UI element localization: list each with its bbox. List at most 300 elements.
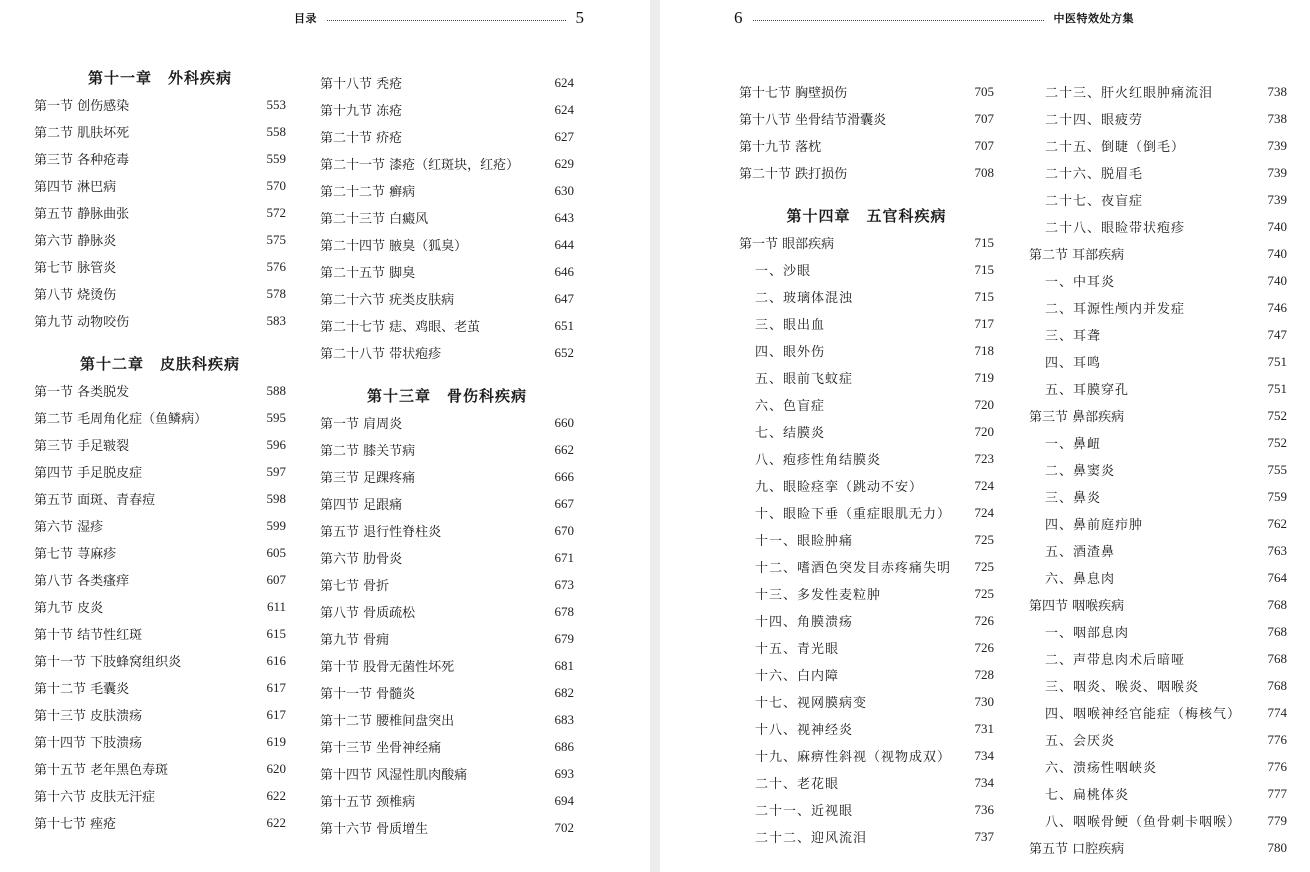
entry-title: 三、咽炎、喉炎、咽喉炎 [1045,680,1200,695]
page-number: 5 [575,8,584,27]
chapter-heading [320,382,574,409]
toc-entry [34,512,286,539]
entry-title: 第七节 脉管炎 [34,261,117,276]
toc-subentry [755,634,994,661]
toc-entry [320,544,574,571]
entry-title: 十、眼睑下垂（重症眼肌无力） [755,507,952,522]
entry-page-number: 736 [974,801,994,817]
toc-entry [320,463,574,490]
entry-page-number: 752 [1267,407,1287,423]
entry-page-number: 671 [554,549,574,565]
entry-title: 十五、青光眼 [755,642,840,657]
entry-page-number: 629 [554,155,574,171]
entry-title: 第八节 骨质疏松 [320,606,416,621]
entry-page-number: 682 [554,684,574,700]
entry-page-number: 670 [554,522,574,538]
entry-page-number: 686 [554,738,574,754]
entry-page-number: 666 [554,468,574,484]
toc-entry [34,280,286,307]
entry-page-number: 715 [974,261,994,277]
entry-title: 六、色盲症 [755,399,826,414]
entry-page-number: 647 [554,290,574,306]
entry-title: 第十五节 老年黑色寿斑 [34,763,169,778]
entry-page-number: 646 [554,263,574,279]
entry-title: 第十六节 皮肤无汗症 [34,790,156,805]
toc-subentry [755,661,994,688]
toc-entry [320,625,574,652]
entry-page-number: 572 [266,204,286,220]
entry-page-number: 620 [266,760,286,776]
toc-entry [34,172,286,199]
toc-entry [1029,834,1287,861]
entry-page-number: 720 [974,423,994,439]
entry-title: 第十二节 毛囊炎 [34,682,130,697]
entry-title: 第十七节 胸壁损伤 [739,86,848,101]
toc-entry [320,123,574,150]
entry-page-number: 596 [266,436,286,452]
entry-page-number: 624 [554,74,574,90]
toc-entry [320,285,574,312]
entry-title: 第七节 骨折 [320,579,390,594]
entry-title: 二、玻璃体混浊 [755,291,854,306]
toc-subentry [755,283,994,310]
toc-subentry [1045,537,1287,564]
toc-entry [320,69,574,96]
entry-title: 第二十二节 癣病 [320,185,416,200]
toc-entry [739,78,994,105]
entry-page-number: 605 [266,544,286,560]
entry-title: 五、耳膜穿孔 [1045,383,1130,398]
entry-title: 四、鼻前庭疖肿 [1045,518,1144,533]
entry-page-number: 776 [1267,758,1287,774]
toc-subentry [1045,645,1287,672]
running-head [294,6,584,30]
toc-entry [320,652,574,679]
entry-title: 第二十五节 脚臭 [320,266,416,281]
toc-subentry [755,769,994,796]
entry-page-number: 730 [974,693,994,709]
entry-title: 十四、角膜溃疡 [755,615,854,630]
entry-page-number: 751 [1267,380,1287,396]
entry-title: 二十三、肝火红眼肿痛流泪 [1045,86,1214,101]
toc-subentry [1045,105,1287,132]
toc-subentry [755,688,994,715]
entry-page-number: 780 [1267,839,1287,855]
entry-title: 第七节 荨麻疹 [34,547,117,562]
running-head-title: 目录 [294,12,317,25]
toc-entry [320,231,574,258]
entry-title: 九、眼睑痉挛（跳动不安） [755,480,924,495]
entry-page-number: 708 [974,164,994,180]
toc-subentry [1045,456,1287,483]
entry-title: 第十八节 坐骨结节滑囊炎 [739,113,887,128]
entry-title: 第八节 各类瘙痒 [34,574,130,589]
entry-page-number: 737 [974,828,994,844]
entry-page-number: 777 [1267,785,1287,801]
entry-page-number: 764 [1267,569,1287,585]
entry-title: 第四节 手足脱皮症 [34,466,143,481]
toc-entry [1029,591,1287,618]
entry-page-number: 717 [974,315,994,331]
entry-page-number: 705 [974,83,994,99]
entry-title: 第二十节 跌打损伤 [739,167,848,182]
entry-title: 第五节 退行性脊柱炎 [320,525,442,540]
entry-page-number: 734 [974,747,994,763]
entry-page-number: 622 [266,787,286,803]
toc-subentry [1045,726,1287,753]
toc-entry [34,404,286,431]
entry-title: 第十节 股骨无菌性坏死 [320,660,455,675]
entry-page-number: 607 [266,571,286,587]
entry-title: 四、眼外伤 [755,345,826,360]
entry-title: 第十一节 骨髓炎 [320,687,416,702]
toc-subentry [755,256,994,283]
entry-title: 十六、白内障 [755,669,840,684]
entry-title: 二十八、眼睑带状疱疹 [1045,221,1186,236]
toc-entry [320,517,574,544]
entry-page-number: 576 [266,258,286,274]
entry-title: 第八节 烧烫伤 [34,288,117,303]
entry-page-number: 768 [1267,623,1287,639]
entry-page-number: 768 [1267,596,1287,612]
entry-title: 第二十六节 疣类皮肤病 [320,293,455,308]
entry-title: 一、咽部息肉 [1045,626,1130,641]
toc-subentry [755,553,994,580]
toc-entry [320,598,574,625]
entry-title: 二、耳源性颅内并发症 [1045,302,1186,317]
entry-page-number: 725 [974,531,994,547]
entry-page-number: 570 [266,177,286,193]
entry-page-number: 762 [1267,515,1287,531]
entry-page-number: 774 [1267,704,1287,720]
toc-subentry [755,472,994,499]
entry-page-number: 725 [974,558,994,574]
toc-entry [34,674,286,701]
toc-subentry [755,310,994,337]
toc-entry [320,571,574,598]
toc-entry [34,485,286,512]
toc-entry [320,436,574,463]
toc-entry [34,782,286,809]
entry-page-number: 768 [1267,650,1287,666]
entry-page-number: 598 [266,490,286,506]
toc-subentry [755,499,994,526]
toc-subentry [1045,699,1287,726]
entry-page-number: 725 [974,585,994,601]
toc-subentry [1045,510,1287,537]
entry-title: 第二节 肌肤坏死 [34,126,130,141]
entry-title: 二、鼻窦炎 [1045,464,1116,479]
toc-subentry [1045,672,1287,699]
entry-page-number: 693 [554,765,574,781]
entry-page-number: 599 [266,517,286,533]
entry-title: 第十二节 腰椎间盘突出 [320,714,455,729]
entry-title: 第四节 足跟痛 [320,498,403,513]
toc-subentry [1045,429,1287,456]
entry-title: 第二节 膝关节病 [320,444,416,459]
entry-page-number: 759 [1267,488,1287,504]
entry-page-number: 720 [974,396,994,412]
toc-entry [320,339,574,366]
toc-entry [320,679,574,706]
entry-page-number: 622 [266,814,286,830]
running-head [734,6,1134,30]
toc-subentry [755,445,994,472]
entry-title: 第二十一节 漆疮（红斑块，红疮） [320,158,520,173]
entry-title: 第三节 鼻部疾病 [1029,410,1125,425]
entry-page-number: 679 [554,630,574,646]
entry-page-number: 660 [554,414,574,430]
entry-title: 第十四节 下肢溃疡 [34,736,143,751]
entry-title: 第三节 足踝疼痛 [320,471,416,486]
entry-page-number: 643 [554,209,574,225]
entry-page-number: 673 [554,576,574,592]
entry-page-number: 739 [1267,164,1287,180]
entry-title: 第五节 面斑、青春痘 [34,493,156,508]
toc-subentry [1045,807,1287,834]
entry-title: 第十九节 落枕 [739,140,822,155]
entry-page-number: 723 [974,450,994,466]
entry-page-number: 728 [974,666,994,682]
entry-page-number: 616 [266,652,286,668]
toc-entry [34,647,286,674]
entry-page-number: 763 [1267,542,1287,558]
entry-title: 第九节 动物咬伤 [34,315,130,330]
toc-entry [320,760,574,787]
toc-entry [34,701,286,728]
entry-title: 第十一章 外科疾病 [87,69,232,87]
toc-subentry [1045,348,1287,375]
toc-subentry [755,796,994,823]
entry-page-number: 617 [266,679,286,695]
entry-page-number: 624 [554,101,574,117]
entry-title: 五、酒渣鼻 [1045,545,1116,560]
toc-entry [34,755,286,782]
toc-subentry [1045,159,1287,186]
toc-entry [34,593,286,620]
toc-entry [34,226,286,253]
entry-page-number: 746 [1267,299,1287,315]
entry-page-number: 630 [554,182,574,198]
entry-title: 第十六节 骨质增生 [320,822,429,837]
entry-page-number: 726 [974,612,994,628]
dot-leader [753,20,1044,21]
entry-title: 第二十三节 白癜风 [320,212,429,227]
entry-page-number: 575 [266,231,286,247]
toc-entry [320,177,574,204]
entry-title: 第一节 创伤感染 [34,99,130,114]
entry-page-number: 694 [554,792,574,808]
entry-title: 六、溃疡性咽峡炎 [1045,761,1158,776]
entry-page-number: 747 [1267,326,1287,342]
entry-title: 三、耳聋 [1045,329,1102,344]
toc-entry [34,728,286,755]
entry-title: 第三节 各种疮毒 [34,153,130,168]
toc-entry [34,458,286,485]
toc-subentry [755,607,994,634]
entry-title: 二十一、近视眼 [755,804,854,819]
entry-page-number: 740 [1267,272,1287,288]
right-page [660,0,1310,872]
toc-subentry [1045,618,1287,645]
entry-page-number: 583 [266,312,286,328]
entry-title: 八、咽喉骨鲠（鱼骨刺卡咽喉） [1045,815,1242,830]
entry-page-number: 731 [974,720,994,736]
toc-entry [320,204,574,231]
toc-subentry [1045,267,1287,294]
toc-entry [1029,402,1287,429]
entry-page-number: 776 [1267,731,1287,747]
entry-title: 十三、多发性麦粒肿 [755,588,882,603]
chapter-heading [34,64,286,91]
entry-page-number: 724 [974,504,994,520]
entry-page-number: 619 [266,733,286,749]
entry-page-number: 559 [266,150,286,166]
toc-subentry [1045,132,1287,159]
toc-entry [1029,240,1287,267]
toc-entry [320,96,574,123]
toc-subentry [1045,294,1287,321]
entry-title: 七、结膜炎 [755,426,826,441]
entry-page-number: 734 [974,774,994,790]
entry-page-number: 651 [554,317,574,333]
entry-page-number: 715 [974,288,994,304]
entry-title: 第二节 毛周角化症（鱼鳞病） [34,412,208,427]
entry-title: 五、眼前飞蚊症 [755,372,854,387]
toc-subentry [755,364,994,391]
toc-subentry [1045,780,1287,807]
entry-page-number: 715 [974,234,994,250]
entry-page-number: 707 [974,110,994,126]
entry-title: 二十二、迎风流泪 [755,831,868,846]
entry-title: 第二十七节 痣、鸡眼、老茧 [320,320,481,335]
entry-title: 第二十八节 带状疱疹 [320,347,442,362]
toc-entry [739,132,994,159]
entry-page-number: 707 [974,137,994,153]
entry-page-number: 718 [974,342,994,358]
entry-title: 第二十四节 腋臭（狐臭） [320,239,468,254]
entry-title: 第六节 湿疹 [34,520,104,535]
left-page [0,0,650,872]
toc-entry [34,566,286,593]
entry-title: 第十三章 骨伤科疾病 [366,387,527,405]
entry-page-number: 739 [1267,191,1287,207]
toc-entry [34,377,286,404]
toc-entry [34,539,286,566]
entry-title: 六、鼻息肉 [1045,572,1116,587]
toc-subentry [1045,753,1287,780]
entry-title: 第十四章 五官科疾病 [786,207,947,225]
entry-title: 第十节 结节性红斑 [34,628,143,643]
entry-title: 十二、嗜酒色突发目赤疼痛失明 [755,561,952,576]
entry-title: 一、鼻衄 [1045,437,1102,452]
entry-title: 第十一节 下肢蜂窝组织炎 [34,655,182,670]
entry-page-number: 558 [266,123,286,139]
entry-title: 四、咽喉神经官能症（梅核气） [1045,707,1242,722]
entry-page-number: 768 [1267,677,1287,693]
toc-entry [320,409,574,436]
entry-page-number: 662 [554,441,574,457]
toc-entry [320,490,574,517]
entry-page-number: 779 [1267,812,1287,828]
entry-title: 第二节 耳部疾病 [1029,248,1125,263]
entry-title: 第四节 淋巴病 [34,180,117,195]
toc-subentry [1045,213,1287,240]
entry-title: 二十四、眼疲劳 [1045,113,1144,128]
entry-title: 第九节 皮炎 [34,601,104,616]
entry-page-number: 740 [1267,218,1287,234]
entry-title: 十八、视神经炎 [755,723,854,738]
toc-entry [34,809,286,836]
toc-entry [320,258,574,285]
toc-subentry [755,337,994,364]
toc-entry [34,431,286,458]
entry-page-number: 719 [974,369,994,385]
entry-page-number: 667 [554,495,574,511]
entry-title: 一、中耳炎 [1045,275,1116,290]
entry-page-number: 578 [266,285,286,301]
entry-title: 二、声带息肉术后暗哑 [1045,653,1186,668]
entry-page-number: 652 [554,344,574,360]
entry-title: 五、会厌炎 [1045,734,1116,749]
entry-page-number: 678 [554,603,574,619]
entry-title: 第一节 各类脱发 [34,385,130,400]
entry-page-number: 617 [266,706,286,722]
entry-title: 十一、眼睑肿痛 [755,534,854,549]
toc-entry [320,733,574,760]
entry-title: 二十六、脱眉毛 [1045,167,1144,182]
toc-subentry [1045,564,1287,591]
toc-entry [34,620,286,647]
entry-title: 第十九节 冻疮 [320,104,403,119]
entry-title: 第十二章 皮肤科疾病 [79,355,240,373]
entry-title: 第十三节 皮肤溃疡 [34,709,143,724]
entry-page-number: 755 [1267,461,1287,477]
entry-title: 二十七、夜盲症 [1045,194,1144,209]
entry-title: 第一节 肩周炎 [320,417,403,432]
toc-entry [739,229,994,256]
entry-title: 第六节 静脉炎 [34,234,117,249]
entry-page-number: 738 [1267,83,1287,99]
entry-title: 第五节 静脉曲张 [34,207,130,222]
entry-title: 三、鼻炎 [1045,491,1102,506]
entry-page-number: 681 [554,657,574,673]
entry-page-number: 615 [266,625,286,641]
toc-subentry [755,580,994,607]
toc-subentry [1045,375,1287,402]
toc-subentry [755,526,994,553]
entry-page-number: 740 [1267,245,1287,261]
entry-title: 第二十节 疥疮 [320,131,403,146]
entry-title: 二十五、倒睫（倒毛） [1045,140,1186,155]
toc-entry [739,159,994,186]
toc-subentry [1045,321,1287,348]
toc-entry [34,199,286,226]
entry-page-number: 588 [266,382,286,398]
entry-title: 第一节 眼部疾病 [739,237,835,252]
toc-entry [34,91,286,118]
entry-page-number: 553 [266,96,286,112]
entry-title: 第六节 肋骨炎 [320,552,403,567]
dot-leader [327,20,566,21]
entry-page-number: 724 [974,477,994,493]
entry-title: 第四节 咽喉疾病 [1029,599,1125,614]
toc-entry [320,150,574,177]
entry-title: 七、扁桃体炎 [1045,788,1130,803]
entry-page-number: 644 [554,236,574,252]
toc-subentry [1045,78,1287,105]
entry-title: 三、眼出血 [755,318,826,333]
